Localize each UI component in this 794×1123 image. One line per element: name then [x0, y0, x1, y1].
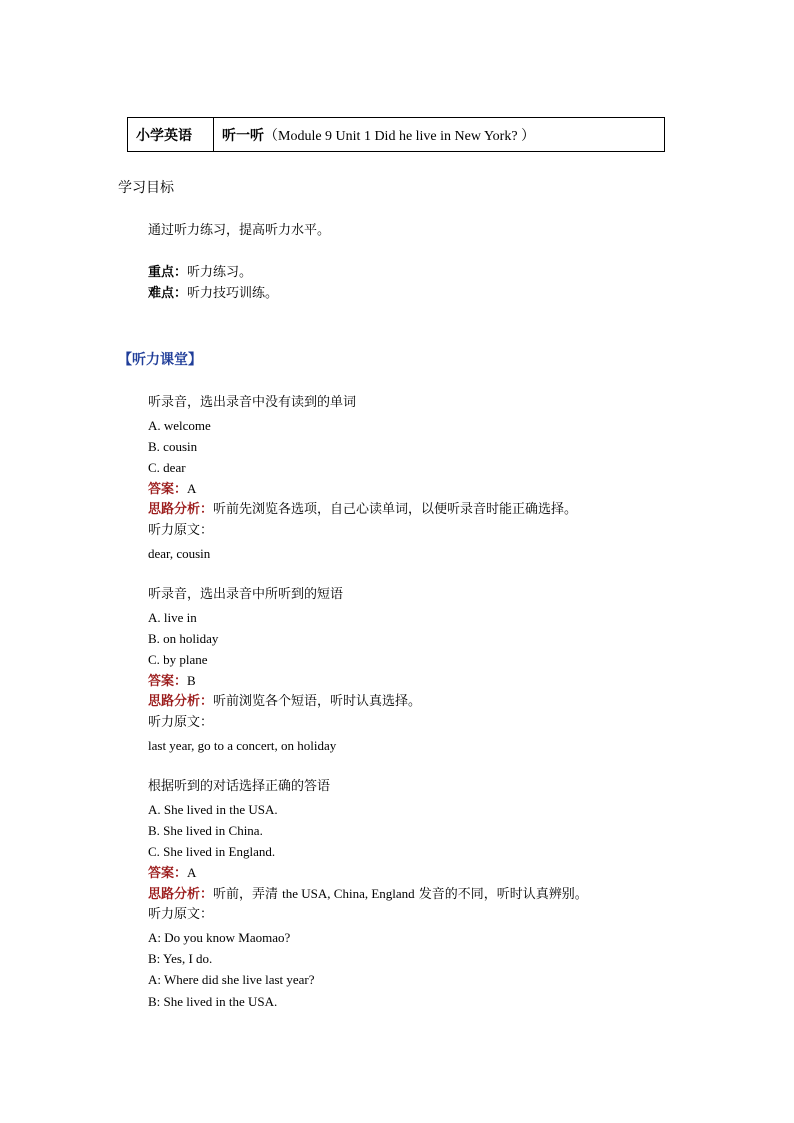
q2-prompt: 听录音，选出录音中所听到的短语	[148, 587, 344, 602]
difficulty-text: 听力技巧训练。	[187, 286, 279, 301]
q1-answer-label: 答案：	[148, 482, 188, 497]
q1-prompt: 听录音，选出录音中没有读到的单词	[148, 395, 357, 410]
difficulty-label: 难点：	[148, 286, 188, 301]
q2-analysis	[148, 693, 421, 711]
q2-transcript-line: last year, go to a concert, on holiday	[148, 738, 337, 753]
q3-option-a: A. She lived in the USA.	[148, 802, 278, 817]
q3-option-c: C. She lived in England.	[148, 844, 276, 859]
q3-analysis-mid: the USA, China, England	[282, 886, 415, 901]
q2-option-b: B. on holiday	[148, 631, 219, 646]
q2-option-c: C. by plane	[148, 652, 208, 667]
q1-answer-value: A	[187, 481, 197, 496]
objectives-heading: 学习目标	[118, 180, 174, 196]
title-en: （Module 9 Unit 1 Did he live in New York? ）	[264, 128, 536, 144]
q1-option-c: C. dear	[148, 460, 186, 475]
key-text: 听力练习。	[187, 265, 253, 280]
q2-answer-label: 答案：	[148, 674, 188, 689]
title-zh: 听一听	[222, 127, 264, 144]
difficulty-point	[148, 285, 278, 303]
q2-analysis-text: 听前浏览各个短语，听时认真选择。	[213, 694, 422, 709]
q2-option-a: A. live in	[148, 610, 197, 625]
q2-answer	[148, 672, 196, 691]
key-label: 重点：	[148, 265, 188, 280]
q3-option-b: B. She lived in China.	[148, 823, 263, 838]
q3-transcript-line-3: A: Where did she live last year?	[148, 972, 315, 987]
q3-analysis	[148, 885, 588, 904]
q3-transcript-line-2: B: Yes, I do.	[148, 951, 213, 966]
q3-answer-label: 答案：	[148, 866, 188, 881]
q1-answer	[148, 480, 196, 499]
q2-analysis-label: 思路分析：	[148, 694, 214, 709]
q1-analysis-text: 听前先浏览各选项，自己心读单词，以便听录音时能正确选择。	[213, 502, 578, 517]
q3-answer	[148, 864, 196, 883]
q3-answer-value: A	[187, 865, 197, 880]
header-table	[127, 117, 665, 152]
q3-transcript-line-1: A: Do you know Maomao?	[148, 930, 291, 945]
key-point	[148, 264, 252, 282]
q1-analysis	[148, 501, 577, 519]
subject-cell: 小学英语	[128, 118, 214, 151]
q3-analysis-post: 发音的不同，听时认真辨别。	[414, 887, 588, 902]
q3-transcript-label: 听力原文：	[148, 907, 214, 922]
q1-option-a: A. welcome	[148, 418, 211, 433]
section-title: 【听力课堂】	[118, 352, 202, 368]
q1-analysis-label: 思路分析：	[148, 502, 214, 517]
q2-transcript-label: 听力原文：	[148, 715, 214, 730]
q2-answer-value: B	[187, 673, 196, 688]
q1-transcript-line: dear, cousin	[148, 546, 211, 561]
q3-analysis-pre: 听前，弄清	[213, 887, 283, 902]
q3-prompt: 根据听到的对话选择正确的答语	[148, 779, 331, 794]
q3-transcript-line-4: B: She lived in the USA.	[148, 994, 278, 1009]
objectives-intro: 通过听力练习，提高听力水平。	[148, 223, 331, 238]
title-cell	[214, 118, 664, 151]
q1-transcript-label: 听力原文：	[148, 523, 214, 538]
q1-option-b: B. cousin	[148, 439, 198, 454]
q3-analysis-label: 思路分析：	[148, 887, 214, 902]
